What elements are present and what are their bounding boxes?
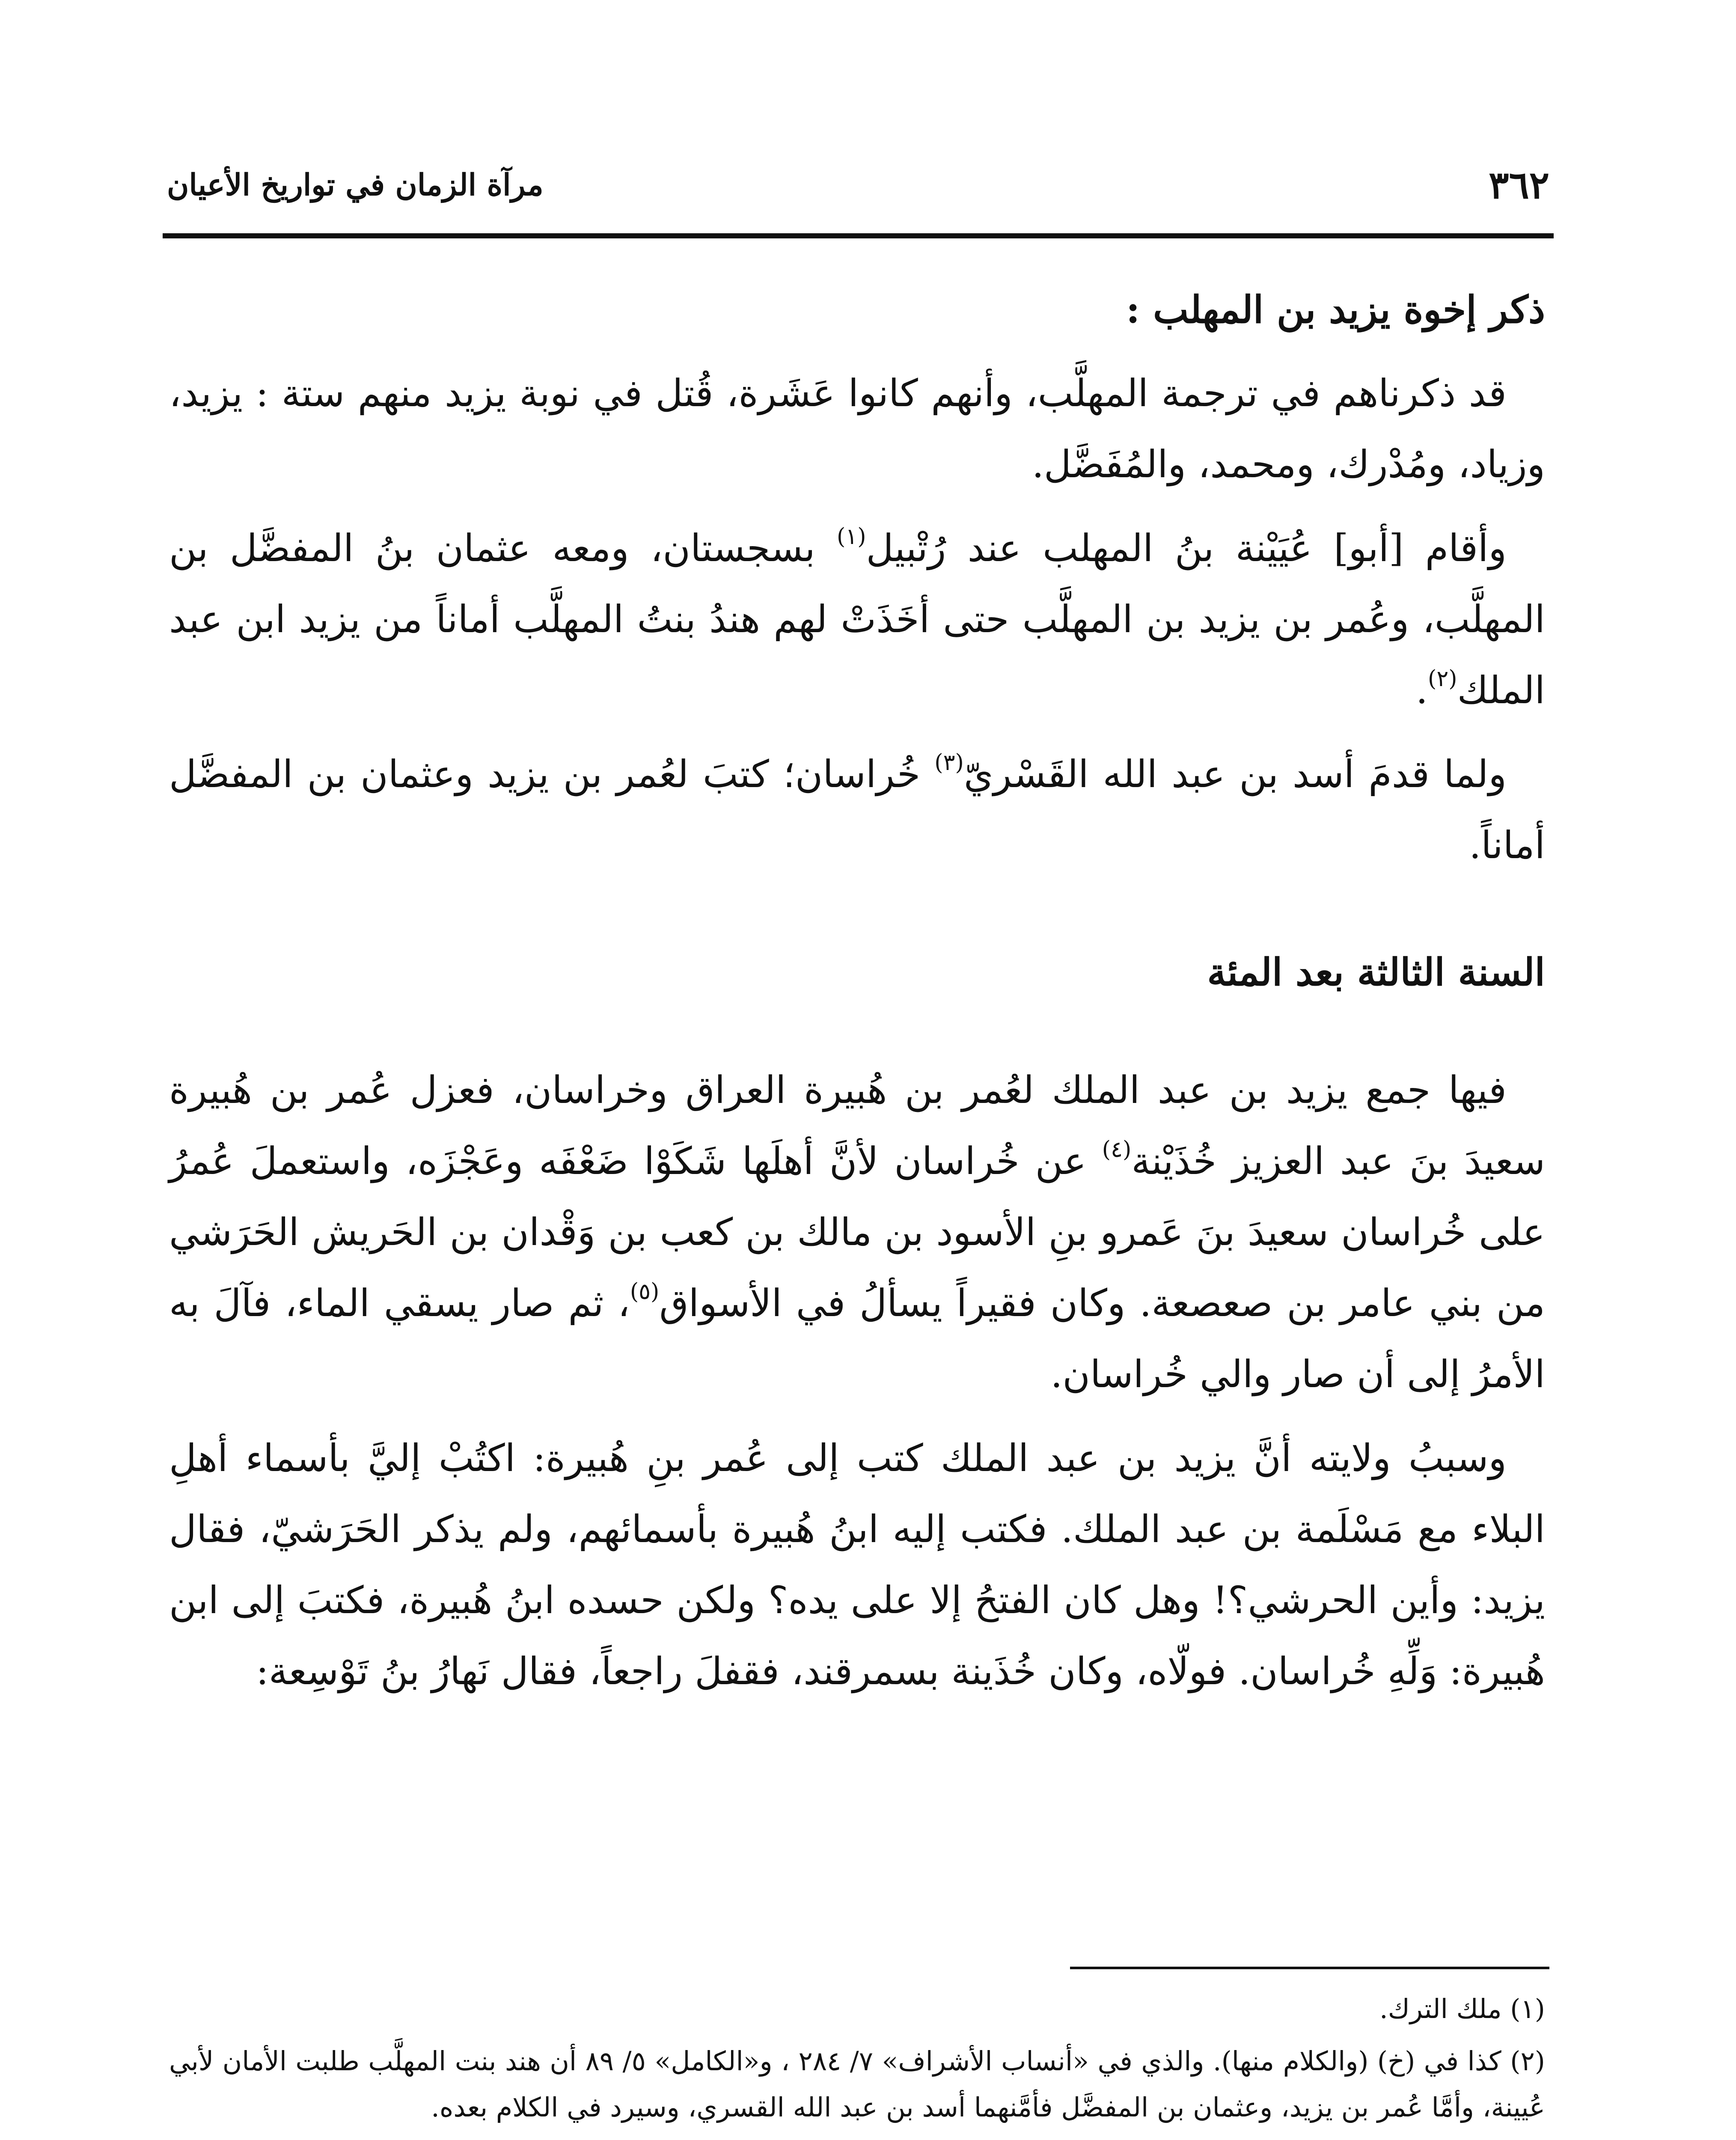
paragraph-2-text-a: وأقام [أبو] عُيَيْنة بنُ المهلب عند رُتْبيل [866, 526, 1507, 570]
paragraph-5: وسببُ ولايته أنَّ يزيد بن عبد الملك كتب إلى عُمر بنِ هُبيرة: اكتُبْ إليَّ بأسماء أهلِ البلاء مع مَسْلَمة بن عبد الملك. فكتب إليه ابنُ هُبيرة بأسمائهم، ولم يذكر الحَرَشيّ، فقال يزيد: وأين الحرشي؟! وهل كان الفتحُ إلا على يده؟ ولكن حسده ابنُ هُبيرة، فكتبَ إلى ابن هُبيرة: وَلِّهِ خُراسان. فولّاه، وكان خُذَينة بسمرقند، فقفلَ راجعاً، فقال نَهارُ بنُ تَوْسِعة: [169, 1436, 1545, 1693]
paragraph-3-text-a: ولما قدمَ أسد بن عبد الله القَسْريّ [963, 752, 1507, 796]
page-number: ٣٦٢ [1489, 163, 1549, 207]
header-divider [163, 233, 1554, 238]
footnote-ref-5: (٥) [630, 1279, 660, 1305]
paragraph-4-text-c: ، ثم صار يسقي الماء، فآلَ به الأمرُ إلى أن صار والي خُراسان. [169, 1281, 1545, 1396]
paragraph-1: قد ذكرناهم في ترجمة المهلَّب، وأنهم كانوا عَشَرة، قُتل في نوبة يزيد منهم ستة : يزيد، وزياد، ومُدْرك، ومحمد، والمُفَضَّل. [169, 371, 1545, 486]
footnote-ref-2: (٢) [1428, 666, 1457, 692]
footnotes [169, 1986, 1545, 2140]
paragraph-4-text-b: عن خُراسان لأنَّ أهلَها شَكَوْا ضَعْفَه وعَجْزَه، واستعملَ عُمرُ على خُراسان سعيدَ بنَ عَمرو بنِ الأسود بن مالك بن كعب بن وَقْدان بن الحَريش الحَرَشي من بني عامر بن صعصعة. وكان فقيراً يسألُ في الأسواق [169, 1139, 1545, 1325]
footnote-text: ملك الترك. [1379, 1993, 1502, 2024]
footnote-text: كذا في (خ) (والكلام منها). والذي في «أنساب الأشراف» ٧/ ٢٨٤ ، و«الكامل» ٥/ ٨٩ أن هند بنت المهلَّب طلبت الأمان لأبي عُيينة، وأمَّا عُمر بن يزيد، وعثمان بن المفضَّل فأمَّنهما أسد بن عبد الله القسري، وسيرد في الكلام بعده. [169, 2045, 1545, 2123]
paragraph-2-text-b: بسجستان، ومعه عثمان بنُ المفضَّل بن المهلَّب، وعُمر بن يزيد بن المهلَّب حتى أخَذَتْ لهم هندُ بنتُ المهلَّب أماناً من يزيد ابن عبد الملك [169, 526, 1545, 712]
running-header [167, 158, 1554, 223]
footnote-ref-3: (٣) [934, 750, 964, 776]
book-title: مرآة الزمان في تواريخ الأعيان [167, 167, 544, 202]
main-text [169, 274, 1545, 1707]
paragraph-4-text-a: فيها جمع يزيد بن عبد الملك لعُمر بن هُبيرة العراق وخراسان، فعزل عُمر بن هُبيرة سعيدَ بنَ عبد العزيز خُذَيْنة [169, 1068, 1545, 1183]
footnote-number: (٢) [1510, 2045, 1545, 2077]
footnote-number: (١) [1510, 1993, 1545, 2024]
footnote-divider [1070, 1967, 1549, 1969]
footnote-ref-1: (١) [836, 524, 866, 550]
section-heading: ذكر إخوة يزيد بن المهلب : [1126, 287, 1545, 332]
footnote-1 [169, 1986, 1545, 2032]
footnote-2 [169, 2038, 1545, 2131]
paragraph-4 [169, 1055, 1545, 1410]
footnote-3 [169, 2137, 1545, 2140]
paragraph-2 [169, 513, 1545, 726]
paragraph-3-text-b: خُراسان؛ كتبَ لعُمر بن يزيد وعثمان بن المفضَّل أماناً. [169, 752, 1545, 867]
footnote-ref-4: (٤) [1102, 1137, 1132, 1162]
paragraph-3 [169, 739, 1545, 881]
year-heading: السنة الثالثة بعد المئة [1207, 950, 1545, 994]
paragraph-2-text-c: . [1416, 668, 1428, 712]
